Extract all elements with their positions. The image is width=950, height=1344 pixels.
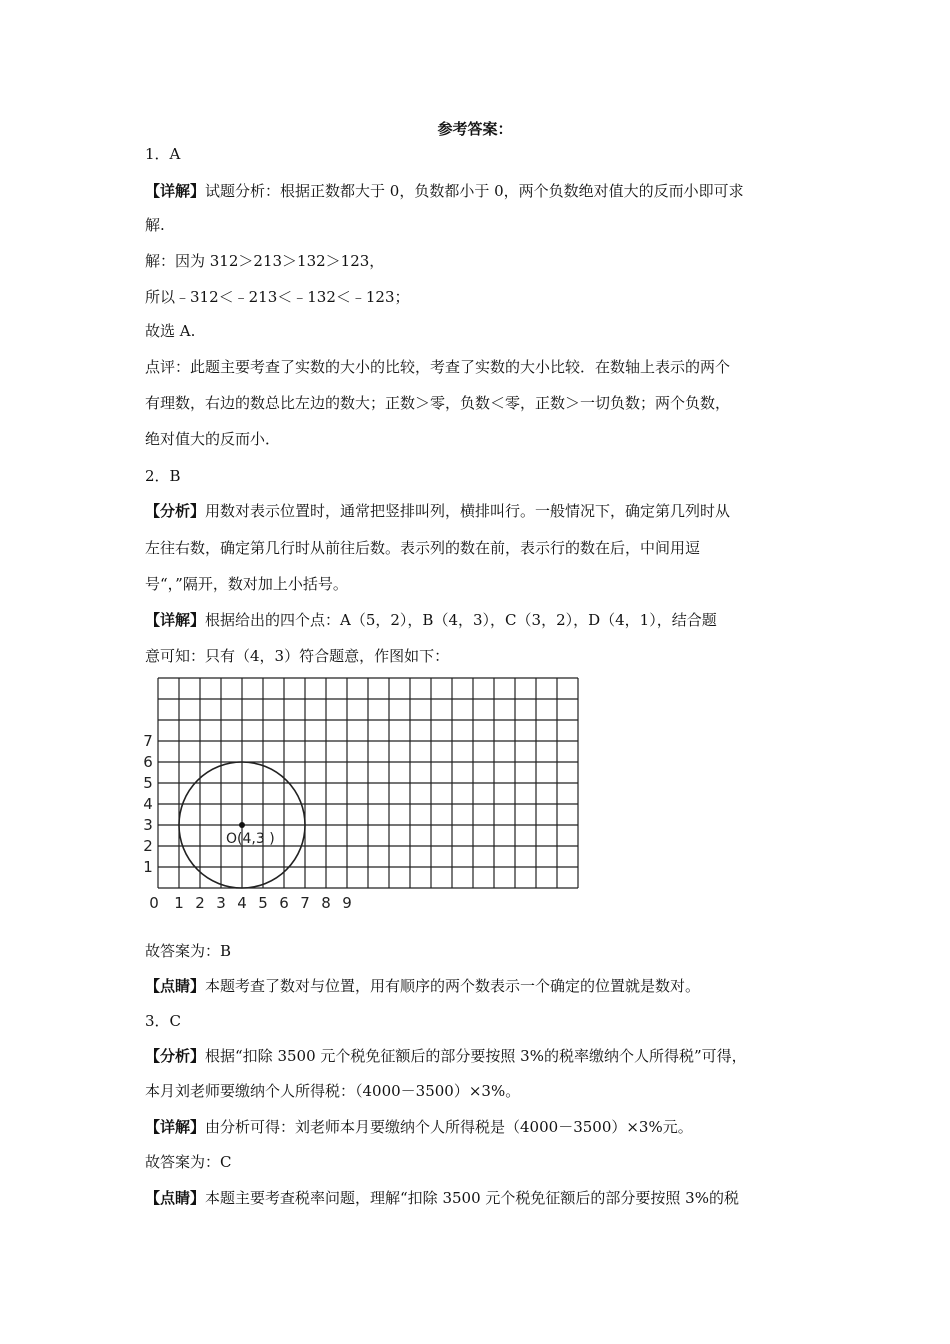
x-axis-ticks bbox=[149, 894, 352, 912]
q2-analysis-line-3: 号“，”隔开，数对加上小括号。 bbox=[145, 575, 348, 593]
x-tick-label: 8 bbox=[321, 894, 331, 912]
q3-analysis-tag: 【分析】 bbox=[145, 1047, 206, 1065]
q3-note-tag: 【点睛】 bbox=[145, 1189, 206, 1207]
q3-analysis-line-2: 本月刘老师要缴纳个人所得税：（4000－3500）×3%。 bbox=[145, 1082, 521, 1100]
center-point-dot bbox=[239, 822, 245, 828]
q2-detail-text-1: 根据给出的四个点：A（5，2），B（4，3），C（3，2），D（4，1），结合题 bbox=[205, 611, 717, 629]
x-tick-label: 7 bbox=[300, 894, 310, 912]
x-tick-label: 2 bbox=[195, 894, 205, 912]
grid-lines bbox=[158, 678, 578, 888]
q2-note-tag: 【点睛】 bbox=[145, 977, 206, 995]
q3-answer: 3．C bbox=[145, 1012, 182, 1030]
x-tick-label: 5 bbox=[258, 894, 268, 912]
y-axis-ticks bbox=[143, 732, 153, 876]
q3-analysis-text-1: 根据“扣除 3500 元个税免征额后的部分要按照 3%的税率缴纳个人所得税”可得， bbox=[205, 1047, 747, 1065]
q2-answer: 2．B bbox=[145, 467, 181, 485]
q1-detail-text-1: 试题分析：根据正数都大于 0，负数都小于 0，两个负数绝对值大的反而小即可求 bbox=[205, 182, 744, 200]
q2-note-text: 本题考查了数对与位置，用有顺序的两个数表示一个确定的位置就是数对。 bbox=[205, 977, 701, 995]
q3-detail-text: 由分析可得：刘老师本月要缴纳个人所得税是（4000－3500）×3%元。 bbox=[205, 1118, 693, 1136]
x-tick-label: 0 bbox=[149, 894, 159, 912]
x-tick-label: 4 bbox=[237, 894, 247, 912]
q2-detail-line-2: 意可知：只有（4，3）符合题意，作图如下： bbox=[145, 647, 450, 665]
q1-comment-3: 绝对值大的反而小． bbox=[145, 430, 281, 448]
q2-analysis-text-1: 用数对表示位置时，通常把竖排叫列，横排叫行。一般情况下，确定第几列时从 bbox=[205, 502, 731, 520]
q1-comment-1: 点评：此题主要考查了实数的大小的比较，考查了实数的大小比较．在数轴上表示的两个 bbox=[145, 358, 731, 376]
q3-detail-tag: 【详解】 bbox=[145, 1118, 206, 1136]
q1-detail-tag: 【详解】 bbox=[145, 182, 206, 200]
q2-analysis-line-2: 左往右数，确定第几行时从前往后数。表示列的数在前，表示行的数在后，中间用逗 bbox=[145, 539, 701, 557]
q1-detail-line-1 bbox=[145, 180, 825, 202]
q1-answer: 1．A bbox=[145, 145, 181, 163]
q2-detail-tag: 【详解】 bbox=[145, 611, 206, 629]
q2-final-answer: 故答案为：B bbox=[145, 942, 232, 960]
q2-analysis-tag: 【分析】 bbox=[145, 502, 206, 520]
coordinate-grid-figure bbox=[140, 672, 590, 917]
x-tick-label: 3 bbox=[216, 894, 226, 912]
q2-note-line bbox=[145, 975, 825, 997]
q1-solution-3: 故选 A. bbox=[145, 322, 196, 340]
y-tick-label: 2 bbox=[143, 837, 153, 855]
y-tick-label: 1 bbox=[143, 858, 153, 876]
q1-solution-1: 解：因为 312＞213＞132＞123， bbox=[145, 252, 385, 270]
q3-detail-line bbox=[145, 1116, 825, 1138]
y-tick-label: 3 bbox=[143, 816, 153, 834]
x-tick-label: 6 bbox=[279, 894, 289, 912]
q3-note-text: 本题主要考查税率问题，理解“扣除 3500 元个税免征额后的部分要按照 3%的税 bbox=[205, 1189, 739, 1207]
x-tick-label: 9 bbox=[342, 894, 352, 912]
q2-detail-line-1 bbox=[145, 609, 825, 631]
q3-note-line bbox=[145, 1187, 825, 1209]
q3-analysis-line-1 bbox=[145, 1045, 825, 1067]
y-tick-label: 4 bbox=[143, 795, 153, 813]
x-tick-label: 1 bbox=[174, 894, 184, 912]
q1-solution-2: 所以﹣312＜﹣213＜﹣132＜﹣123； bbox=[145, 288, 410, 306]
y-tick-label: 5 bbox=[143, 774, 153, 792]
q1-detail-line-2: 解. bbox=[145, 216, 165, 234]
q2-analysis-line-1 bbox=[145, 500, 825, 522]
page-title: 参考答案： bbox=[437, 120, 513, 138]
point-label: O(4,3 ) bbox=[226, 831, 275, 847]
q3-final-answer: 故答案为：C bbox=[145, 1153, 232, 1171]
q1-comment-2: 有理数，右边的数总比左边的数大；正数＞零，负数＜零，正数＞一切负数；两个负数， bbox=[145, 394, 731, 412]
y-tick-label: 7 bbox=[143, 732, 153, 750]
y-tick-label: 6 bbox=[143, 753, 153, 771]
